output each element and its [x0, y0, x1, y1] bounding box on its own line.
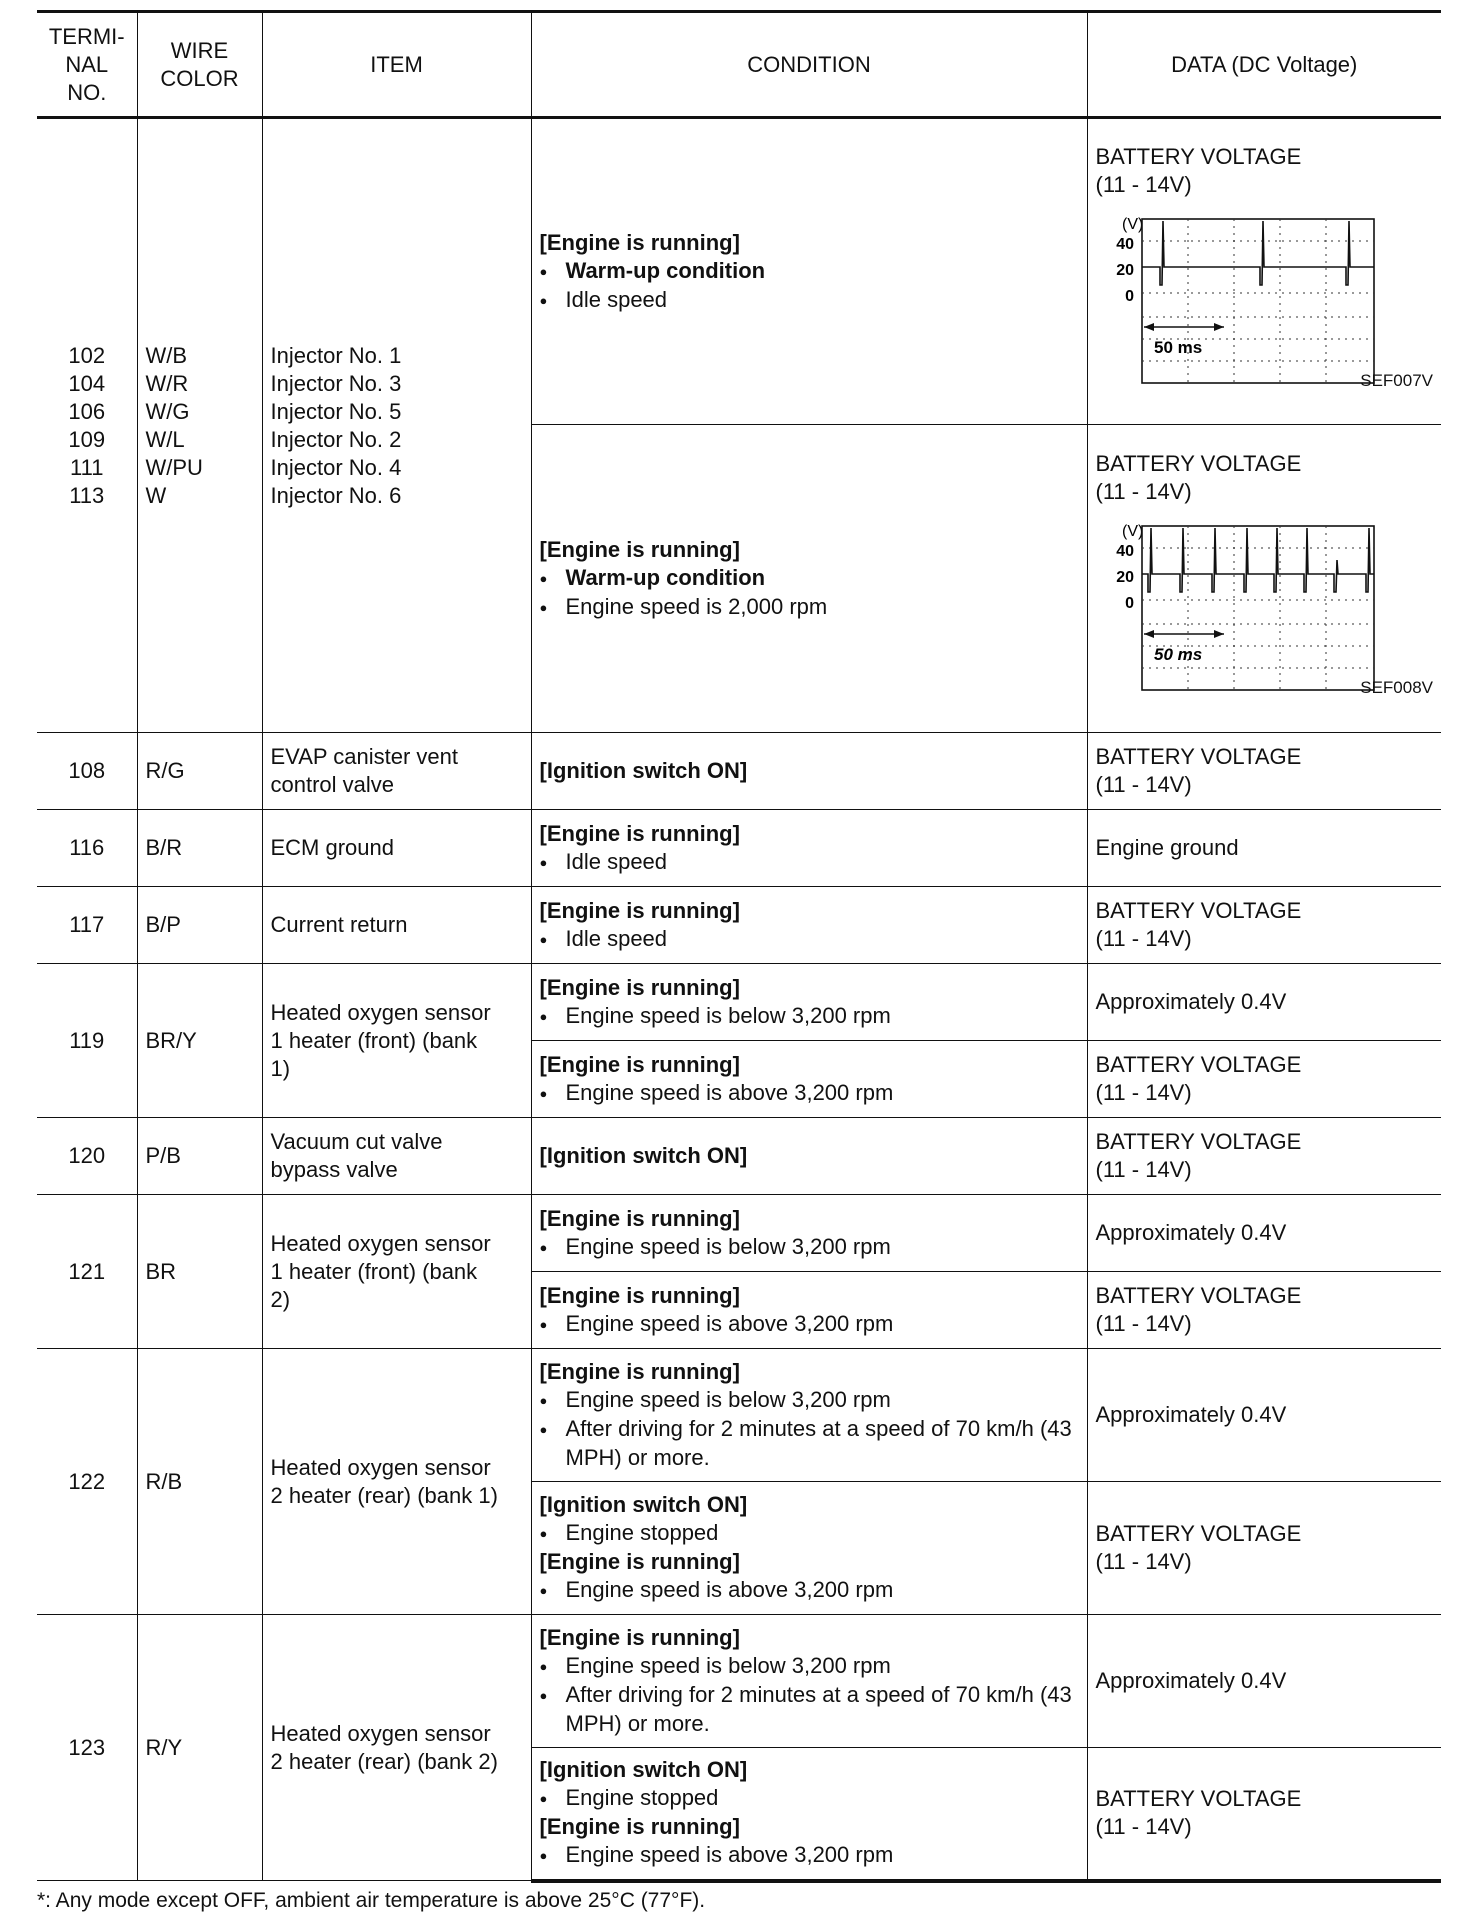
header-item: ITEM [262, 12, 531, 118]
y-tick-40: 40 [1115, 542, 1134, 560]
table-row: 108 R/G EVAP canister vent control valve [Ignition switch ON] BATTERY VOLTAGE (11 - 14V) [37, 733, 1441, 810]
footnote: *: Any mode except OFF, ambient air temperature is above 25°C (77°F). [37, 1889, 706, 1912]
time-scale-label: 50 ms [1153, 644, 1202, 664]
y-unit-label: (V) [1121, 215, 1143, 233]
y-tick-20: 20 [1115, 568, 1134, 586]
header-row [37, 12, 1441, 118]
table-row: 116 B/R ECM ground [Engine is running] ● Idle speed Engine ground [37, 810, 1441, 887]
y-tick-20: 20 [1115, 261, 1134, 279]
figure-id: SEF007V [1360, 370, 1433, 390]
table-row: 121 BR Heated oxygen sensor 1 heater (front) (bank 2) [Engine is running] ● Engine speed is below 3,200 rpm Approximately 0.4V [37, 1195, 1441, 1272]
injector-data-idle: BATTERY VOLTAGE (11 - 14V) (V) 40 20 0 50 ms SEF007V [1087, 118, 1441, 425]
table-row: [Ignition switch ON] ● Engine stopped [Engine is running] ● Engine speed is above 3,200 rpm BATTERY VOLTAGE (11 - 14V) [37, 1748, 1441, 1881]
waveform-trace [1142, 528, 1374, 592]
table-row: [Engine is running] ● Engine speed is above 3,200 rpm BATTERY VOLTAGE (11 - 14V) [37, 1272, 1441, 1349]
figure-id: SEF008V [1360, 677, 1433, 697]
header-data: DATA (DC Voltage) [1087, 12, 1441, 118]
table-row: 119 BR/Y Heated oxygen sensor 1 heater (front) (bank 1) [Engine is running] ● Engine speed is below 3,200 rpm Approximately 0.4V [37, 964, 1441, 1041]
injector-terminals: 102 104 106 109 111 113 [37, 118, 137, 733]
time-scale-label: 50 ms [1153, 337, 1202, 357]
scope-grid [1142, 526, 1374, 690]
header-wire-color: WIRE COLOR [137, 12, 262, 118]
table-row: 117 B/P Current return [Engine is running] ● Idle speed BATTERY VOLTAGE (11 - 14V) [37, 887, 1441, 964]
y-unit-label: (V) [1121, 522, 1143, 540]
time-arrow-right [1214, 323, 1224, 331]
table-row: 123 R/Y Heated oxygen sensor 2 heater (rear) (bank 2) [Engine is running] ● Engine speed is below 3,200 rpm ● After driving for 2 minutes at a speed of 70 km/h (43 MPH) or more. Approximately 0.4V [37, 1615, 1441, 1748]
injector-condition-idle: [Engine is running] ● Warm-up condition ● Idle speed [531, 118, 1087, 425]
waveform-trace [1142, 221, 1374, 285]
scope-frame [1142, 219, 1374, 383]
injector-condition-2000rpm: [Engine is running] ● Warm-up condition ● Engine speed is 2,000 rpm [531, 425, 1087, 733]
header-terminal: TERMI- NAL NO. [37, 12, 137, 118]
time-arrow-right [1214, 630, 1224, 638]
time-arrow-left [1144, 323, 1154, 331]
y-tick-40: 40 [1115, 235, 1134, 253]
header-condition: CONDITION [531, 12, 1087, 118]
ecm-terminal-table [37, 10, 1441, 1883]
table-row: 122 R/B Heated oxygen sensor 2 heater (rear) (bank 1) [Engine is running] ● Engine speed is below 3,200 rpm ● After driving for 2 minutes at a speed of 70 km/h (43 MPH) or more. Approximately 0.4V [37, 1349, 1441, 1482]
table-row [37, 118, 1441, 425]
injector-items: Injector No. 1 Injector No. 3 Injector No. 5 Injector No. 2 Injector No. 4 Injector No. 6 [262, 118, 531, 733]
oscilloscope-waveform-2000rpm [1112, 522, 1392, 694]
y-tick-0: 0 [1124, 594, 1134, 612]
injector-wire-colors: W/B W/R W/G W/L W/PU W [137, 118, 262, 733]
oscilloscope-waveform-idle [1112, 215, 1392, 387]
injector-data-2000rpm: BATTERY VOLTAGE (11 - 14V) (V) 40 20 0 50 ms SEF008V [1087, 425, 1441, 733]
time-arrow-left [1144, 630, 1154, 638]
table-row: [Engine is running] ● Engine speed is above 3,200 rpm BATTERY VOLTAGE (11 - 14V) [37, 1041, 1441, 1118]
scope-frame [1142, 526, 1374, 690]
table-row: [Ignition switch ON] ● Engine stopped [Engine is running] ● Engine speed is above 3,200 rpm BATTERY VOLTAGE (11 - 14V) [37, 1482, 1441, 1615]
y-tick-0: 0 [1124, 287, 1134, 305]
scope-grid [1142, 219, 1374, 383]
table-row: 120 P/B Vacuum cut valve bypass valve [Ignition switch ON] BATTERY VOLTAGE (11 - 14V) [37, 1118, 1441, 1195]
